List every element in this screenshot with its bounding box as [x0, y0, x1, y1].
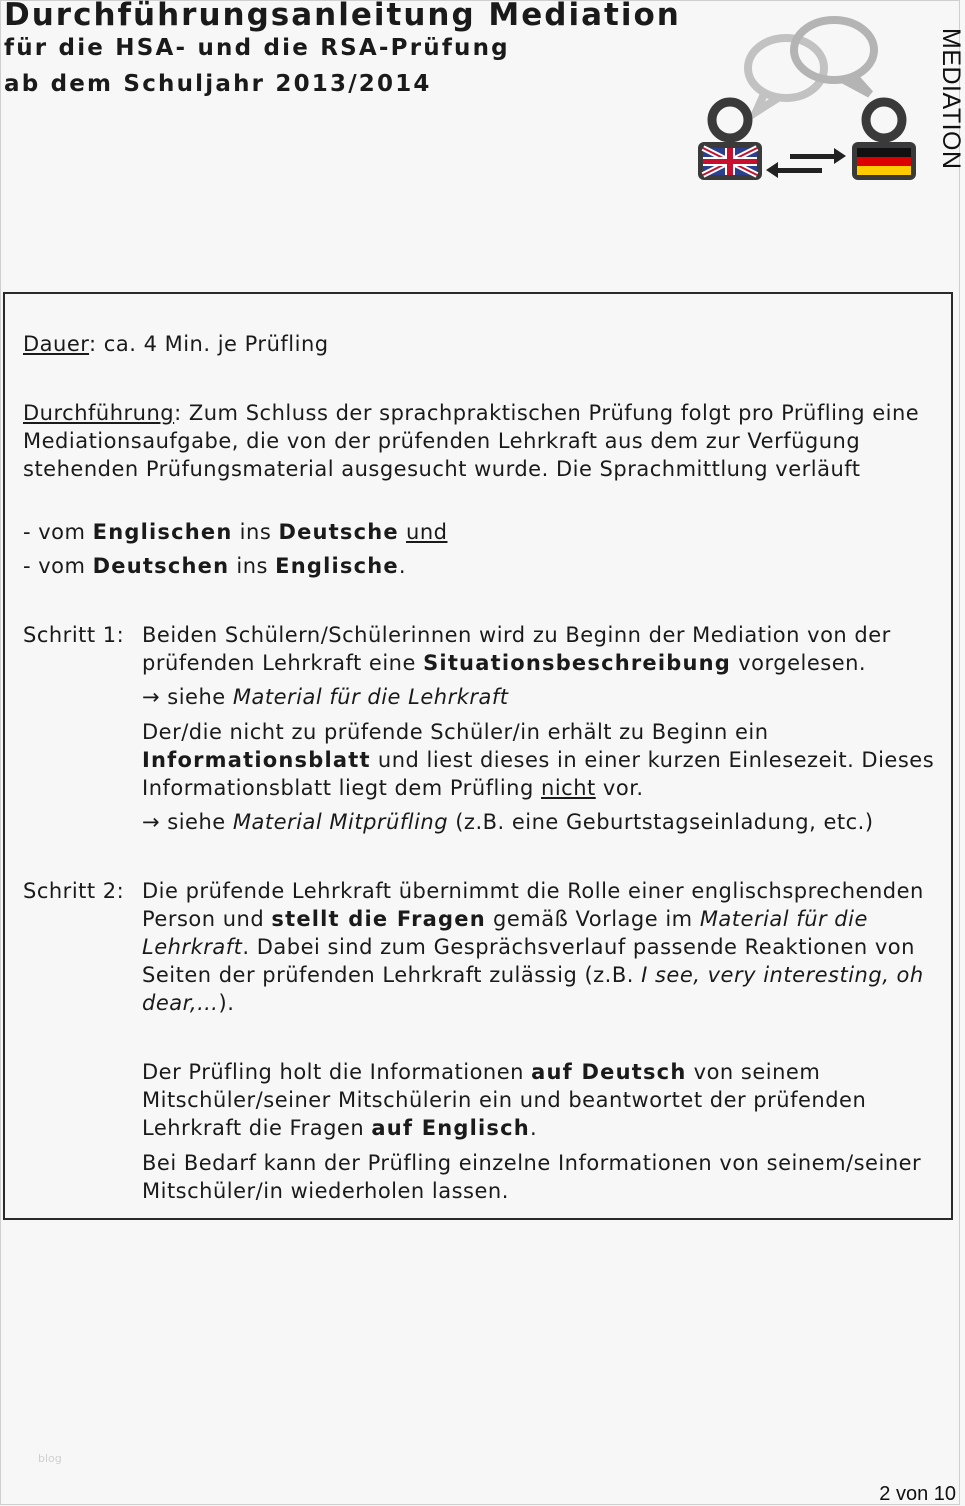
page-title: Durchführungsanleitung Mediation	[4, 0, 681, 33]
dauer-label: Dauer	[23, 332, 90, 356]
step1-p2-underline: nicht	[541, 776, 596, 800]
step1-ref2-text: siehe	[160, 810, 233, 834]
durchfuehrung-label: Durchführung	[23, 401, 175, 425]
step2-p1-text: Die prüfende Lehrkraft übernimmt die Rolle einer englischsprechenden Person und	[142, 879, 924, 931]
step1-p1-text: Beiden Schülern/Schülerinnen wird zu Beginn der Mediation von der prüfenden Lehrkraft eine	[142, 623, 891, 675]
mediation-logo-icon	[694, 8, 924, 186]
step1-label: Schritt 1:	[23, 623, 125, 647]
header	[4, 0, 681, 102]
item2-end: .	[398, 554, 407, 578]
step2-p2-bold2: auf Englisch	[371, 1116, 530, 1140]
step2-label: Schritt 2:	[23, 879, 125, 903]
dauer-paragraph	[23, 330, 943, 358]
step1-paragraph1	[142, 621, 942, 677]
step1-p1-end: vorgelesen.	[731, 651, 867, 675]
speech-bubbles-icon	[748, 20, 874, 112]
step1-ref2-italic: Material Mitprüfling	[232, 810, 449, 834]
watermark: blog	[38, 1452, 62, 1465]
step1-p2-mid: und liest dieses in einer kurzen Einlesezeit. Dieses Informationsblatt liegt dem Prüfling	[142, 748, 935, 800]
direction-item-2	[23, 552, 943, 580]
step1-p2-text: Der/die nicht zu prüfende Schüler/in erhält zu Beginn ein	[142, 720, 769, 744]
item1-source-language: Englischen	[92, 520, 233, 544]
step2-p2-end: .	[529, 1116, 538, 1140]
step1-ref1-italic: Material für die Lehrkraft	[232, 685, 509, 709]
step2-p2-bold1: auf Deutsch	[531, 1060, 687, 1084]
side-label-mediation: MEDIATION	[937, 28, 965, 170]
page-subtitle-line1: für die HSA- und die RSA-Prüfung	[4, 35, 510, 61]
step1-p2-bold: Informationsblatt	[142, 748, 371, 772]
step2-paragraph1	[142, 877, 942, 1017]
item1-prefix: - vom	[23, 520, 93, 544]
item1-connector: und	[406, 520, 448, 544]
page-number: 2 von 10	[879, 1483, 956, 1505]
step2-p2-text: Der Prüfling holt die Informationen	[142, 1060, 532, 1084]
step2-p1-mid2: . Dabei sind zum Gesprächsverlauf passende Reaktionen von Seiten der prüfenden Lehrkraft zulässig (z.B.	[142, 935, 915, 987]
content-box	[3, 292, 953, 1220]
direction-item-1	[23, 518, 943, 546]
step2-p1-bold: stellt die Fragen	[271, 907, 486, 931]
arrow-right-icon: →	[142, 810, 161, 834]
arrow-right-icon: →	[142, 685, 161, 709]
item1-target-language: Deutsche	[278, 520, 399, 544]
durchfuehrung-text: : Zum Schluss der sprachpraktischen Prüfung folgt pro Prüfling eine Mediationsaufgabe, die von der prüfenden Lehrkraft aus dem zur Verfügung stehenden Prüfungsmaterial ausgesucht wurde. Die Sprachmittlung verläuft	[23, 401, 920, 481]
step1-p1-bold: Situationsbeschreibung	[423, 651, 732, 675]
step1-paragraph2	[142, 718, 942, 802]
german-flag-icon	[857, 148, 911, 175]
step2-p2-mid: von seinem Mitschüler/seiner Mitschülerin ein und beantwortet der prüfenden Lehrkraft die Fragen	[142, 1060, 867, 1140]
step1-p2-end: vor.	[595, 776, 644, 800]
step2-p1-mid: gemäß Vorlage im	[485, 907, 700, 931]
step1-reference1	[142, 683, 942, 711]
step2-p1-end: ).	[218, 991, 235, 1015]
dauer-text: : ca. 4 Min. je Prüfling	[89, 332, 329, 356]
item2-mid: ins	[229, 554, 276, 578]
step2-p1-italic: Material für die Lehrkraft	[142, 907, 868, 959]
item2-target-language: Englische	[275, 554, 399, 578]
step2-p1-italic2: I see, very interesting, oh dear,…	[142, 963, 924, 1015]
durchfuehrung-paragraph	[23, 399, 943, 483]
uk-flag-icon	[703, 148, 757, 175]
step1-ref1-text: siehe	[160, 685, 233, 709]
step1-ref2-end: (z.B. eine Geburtstagseinladung, etc.)	[448, 810, 874, 834]
item1-mid: ins	[232, 520, 279, 544]
exchange-arrows-icon	[766, 148, 846, 178]
step2-paragraph2	[142, 1058, 942, 1142]
step2-paragraph3: Bei Bedarf kann der Prüfling einzelne Informationen von seinem/seiner Mitschüler/in wiederholen lassen.	[142, 1151, 922, 1203]
item2-prefix: - vom	[23, 554, 93, 578]
item2-source-language: Deutschen	[92, 554, 230, 578]
step1-reference2	[142, 808, 942, 836]
page-subtitle-line2: ab dem Schuljahr 2013/2014	[4, 71, 432, 97]
